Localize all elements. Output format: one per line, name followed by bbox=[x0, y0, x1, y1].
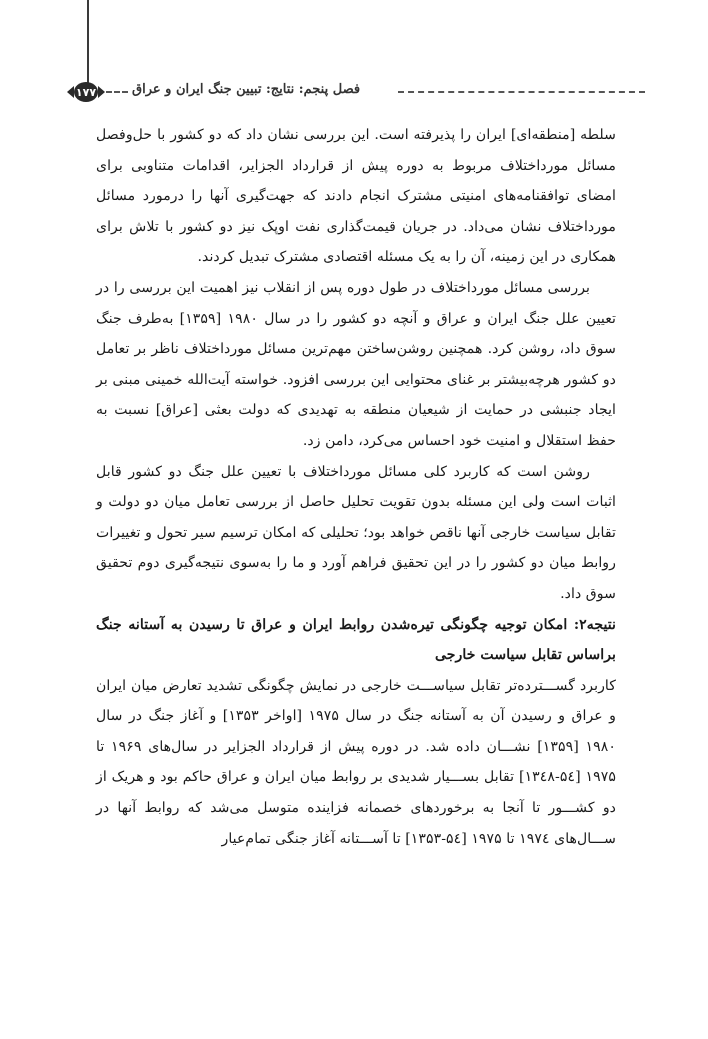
page-number: ۱۷۷ bbox=[75, 86, 97, 99]
running-header bbox=[62, 80, 645, 104]
paragraph-3: روشن است که کاربرد کلی مسائل مورداختلاف با تعیین علل جنگ دو کشور قابل اثبات است ولی این مسئله بدون تقویت تحلیل حاصل از بررسی تعامل میان دو دولت و تقابل سیاست خارجی آنها ناقص خواهد بود؛ تحلیلی که امکان ترسیم سیر تحول و تغییرات روابط میان دو کشور را در این تحقیق فراهم آورد و ما را به‌سوی نتیجه‌گیری دوم تحقیق سوق داد. bbox=[96, 463, 616, 602]
header-dash-right bbox=[398, 91, 645, 93]
body-text bbox=[96, 120, 616, 854]
paragraph-2: بررسی مسائل مورداختلاف در طول دوره پس از انقلاب نیز اهمیت این بررسی را در تعیین علل جنگ ایران و عراق و آنچه دو کشور را در سال ۱۹۸۰ [۱۳۵۹] به‌طرف جنگ سوق داد، روشن کرد. همچنین روشن‌ساختن مهم‌ترین مسائل مورداختلاف ناظر بر تعامل دو کشور هرچه‌بیشتر بر غنای محتوایی این بررسی افزود. خواسته آیت‌الله خمینی مبنی بر ایجاد جنبشی در حمایت از شیعیان منطقه به تهدیدی که دولت بعثی [عراق] نسبت به حفظ استقلال و امنیت خود احساس می‌کرد، دامن زد. bbox=[96, 279, 616, 449]
margin-rule bbox=[87, 0, 89, 88]
running-title: فصل پنجم: نتایج: تبیین جنگ ایران و عراق bbox=[132, 82, 361, 97]
page-number-ornament bbox=[66, 80, 106, 104]
header-dash-left bbox=[106, 91, 128, 93]
section-heading: نتیجه۲: امکان توجیه چگونگی تیره‌شدن روابط ایران و عراق تا رسیدن به آستانه جنگ براساس تقابل سیاست خارجی bbox=[96, 616, 616, 664]
page-number-badge bbox=[66, 80, 106, 104]
paragraph-4: کاربرد گســـترده‌تر تقابل سیاســـت خارجی در نمایش چگونگی تشدید تعارض میان ایران و عراق و رسیدن آن به آستانه جنگ در سال ۱۹۷۵ [اواخر ۱۳۵۳] و آغاز جنگ در سال ۱۹۸۰ [۱۳۵۹] نشـــان داده شد. در دوره پیش از قرارداد الجزایر در سال‌های ۱۹۶۹ تا ۱۹۷۵ [۵٤-۱۳٤۸] تقابل بســـیار شدیدی بر روابط میان ایران و عراق حاکم بود و هریک از دو کشـــور تا آنجا به برخوردهای خصمانه فزاینده متوسل می‌شد که روابط آنها در ســـال‌های ۱۹۷٤ تا ۱۹۷۵ [۵٤-۱۳۵۳] تا آســـتانه آغاز جنگی تمام‌عیار bbox=[96, 677, 617, 847]
paragraph-1: سلطه [منطقه‌ای] ایران را پذیرفته است. این بررسی نشان داد که دو کشور با حل‌وفصل مسائل مورداختلاف مربوط به دوره پیش از قرارداد الجزایر، اقدامات متناوبی برای امضای توافقنامه‌های امنیتی مشترک انجام دادند که جهت‌گیری آنها را درمورد مسائل مورداختلاف نشان می‌داد. در جریان قیمت‌گذاری نفت اوپک نیز دو کشور با تلاش برای همکاری در این زمینه، آن را به یک مسئله اقتصادی مشترک تبدیل کردند. bbox=[96, 127, 616, 266]
